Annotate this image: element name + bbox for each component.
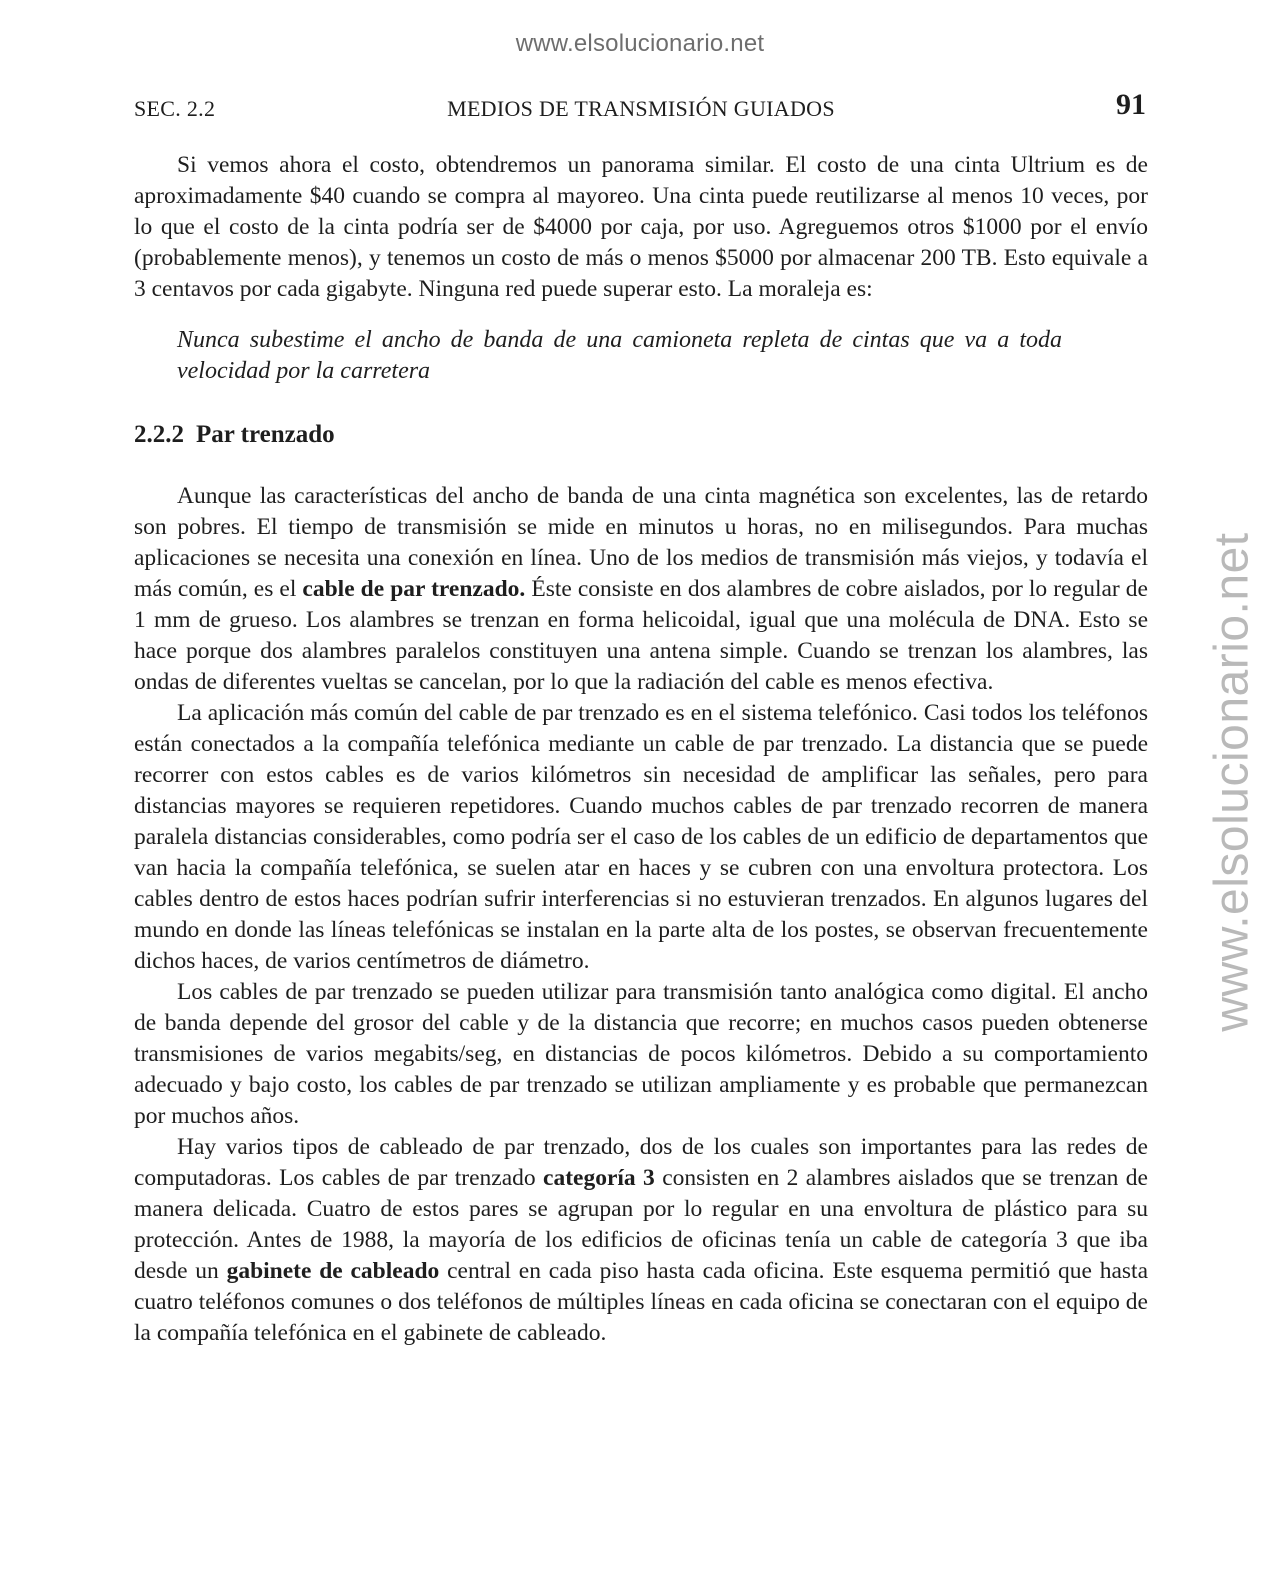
paragraph-telephone-system: La aplicación más común del cable de par trenzado es en el sistema telefónico. Casi todos los teléfonos están conectados a la compañía telefónica mediante un cable de par trenzado. La distancia que se puede recorrer con estos cables es de varios kilómetros sin necesidad de amplificar las señales, pero para distancias mayores se requieren repetidores. Cuando muchos cables de par trenzado recorren de manera paralela distancias considerables, como podría ser el caso de los cables de un edificio de departamentos que van hacia la compañía telefónica, se suelen atar en haces y se cubren con una envoltura protectora. Los cables dentro de estos haces podrían sufrir interferencias si no estuvieran trenzados. En algunos lugares del mundo en donde las líneas telefónicas se instalan en la parte alta de los postes, se observan frecuentemente dichos haces, de varios centímetros de diámetro. [134,700,1148,974]
paragraph-text: central en cada piso hasta cada oficina. Este esquema permitió que hasta cuatro teléfonos comunes o dos teléfonos de múltiples líneas en cada oficina se conectaran con el equipo de la compañía telefónica en el gabinete de cableado. [134,1258,1148,1346]
paragraph-analog-digital: Los cables de par trenzado se pueden utilizar para transmisión tanto analógica como digital. El ancho de banda depende del grosor del cable y de la distancia que recorre; en muchos casos pueden obtenerse transmisiones de varios megabits/seg, en distancias de pocos kilómetros. Debido a su comportamiento adecuado y bajo costo, los cables de par trenzado se utilizan ampliamente y es probable que permanezcan por muchos años. [134,979,1148,1129]
running-head-section: SEC. 2.2 [134,96,216,121]
page-body [134,150,1148,1349]
paragraph-text: Hay varios tipos de cableado de par trenzado, dos de los cuales son importantes para las redes de computadoras. Los cables de par trenzado [134,1134,1148,1191]
paragraph-text: Aunque las características del ancho de banda de una cinta magnética son excelentes, las de retardo son pobres. El tiempo de transmisión se mide en minutos u horas, no en milisegundos. Para muchas aplicaciones se necesita una conexión en línea. Uno de los medios de transmisión más viejos, y todavía el más común, es el [134,483,1148,602]
term-wiring-closet: gabinete de cableado [226,1258,440,1284]
paragraph-text: Éste consiste en dos alambres de cobre aislados, por lo regular de 1 mm de grueso. Los alambres se trenzan en forma helicoidal, igual que una molécula de DNA. Esto se hace porque dos alambres paralelos constituyen una antena simple. Cuando se trenzan los alambres, las ondas de diferentes vueltas se cancelan, por lo que la radiación del cable es menos efectiva. [134,576,1148,695]
paragraph-cable-types [134,1132,1148,1349]
term-twisted-pair-cable: cable de par trenzado. [302,576,526,602]
watermark-side: www.elsolucionario.net [1205,532,1259,1032]
section-title: Par trenzado [196,421,335,448]
running-head-title: MEDIOS DE TRANSMISIÓN GUIADOS [447,96,835,121]
paragraph-twisted-pair-intro [134,481,1148,698]
running-head [134,88,1148,128]
paragraph-text: consisten en 2 alambres aislados que se trenzan de manera delicada. Cuatro de estos pares se agrupan por lo regular en una envoltura de plástico para su protección. Antes de 1988, la mayoría de los edificios de oficinas tenía un cable de categoría 3 que iba desde un [134,1165,1148,1284]
term-category-3: categoría 3 [543,1165,655,1191]
section-heading [134,419,1148,451]
moral-quote: Nunca subestime el ancho de banda de una camioneta repleta de cintas que va a toda velocidad por la carretera [177,327,1062,384]
watermark-top: www.elsolucionario.net [515,30,765,57]
paragraph-cost: Si vemos ahora el costo, obtendremos un panorama similar. El costo de una cinta Ultrium es de aproximadamente $40 cuando se compra al mayoreo. Una cinta puede reutilizarse al menos 10 veces, por lo que el costo de la cinta podría ser de $4000 por caja, por uso. Agreguemos otros $1000 por el envío (probablemente menos), y tenemos un costo de más o menos $5000 por almacenar 200 TB. Esto equivale a 3 centavos por cada gigabyte. Ninguna red puede superar esto. La moraleja es: [134,152,1148,302]
page-number: 91 [1116,88,1146,121]
section-number: 2.2.2 [134,421,184,448]
